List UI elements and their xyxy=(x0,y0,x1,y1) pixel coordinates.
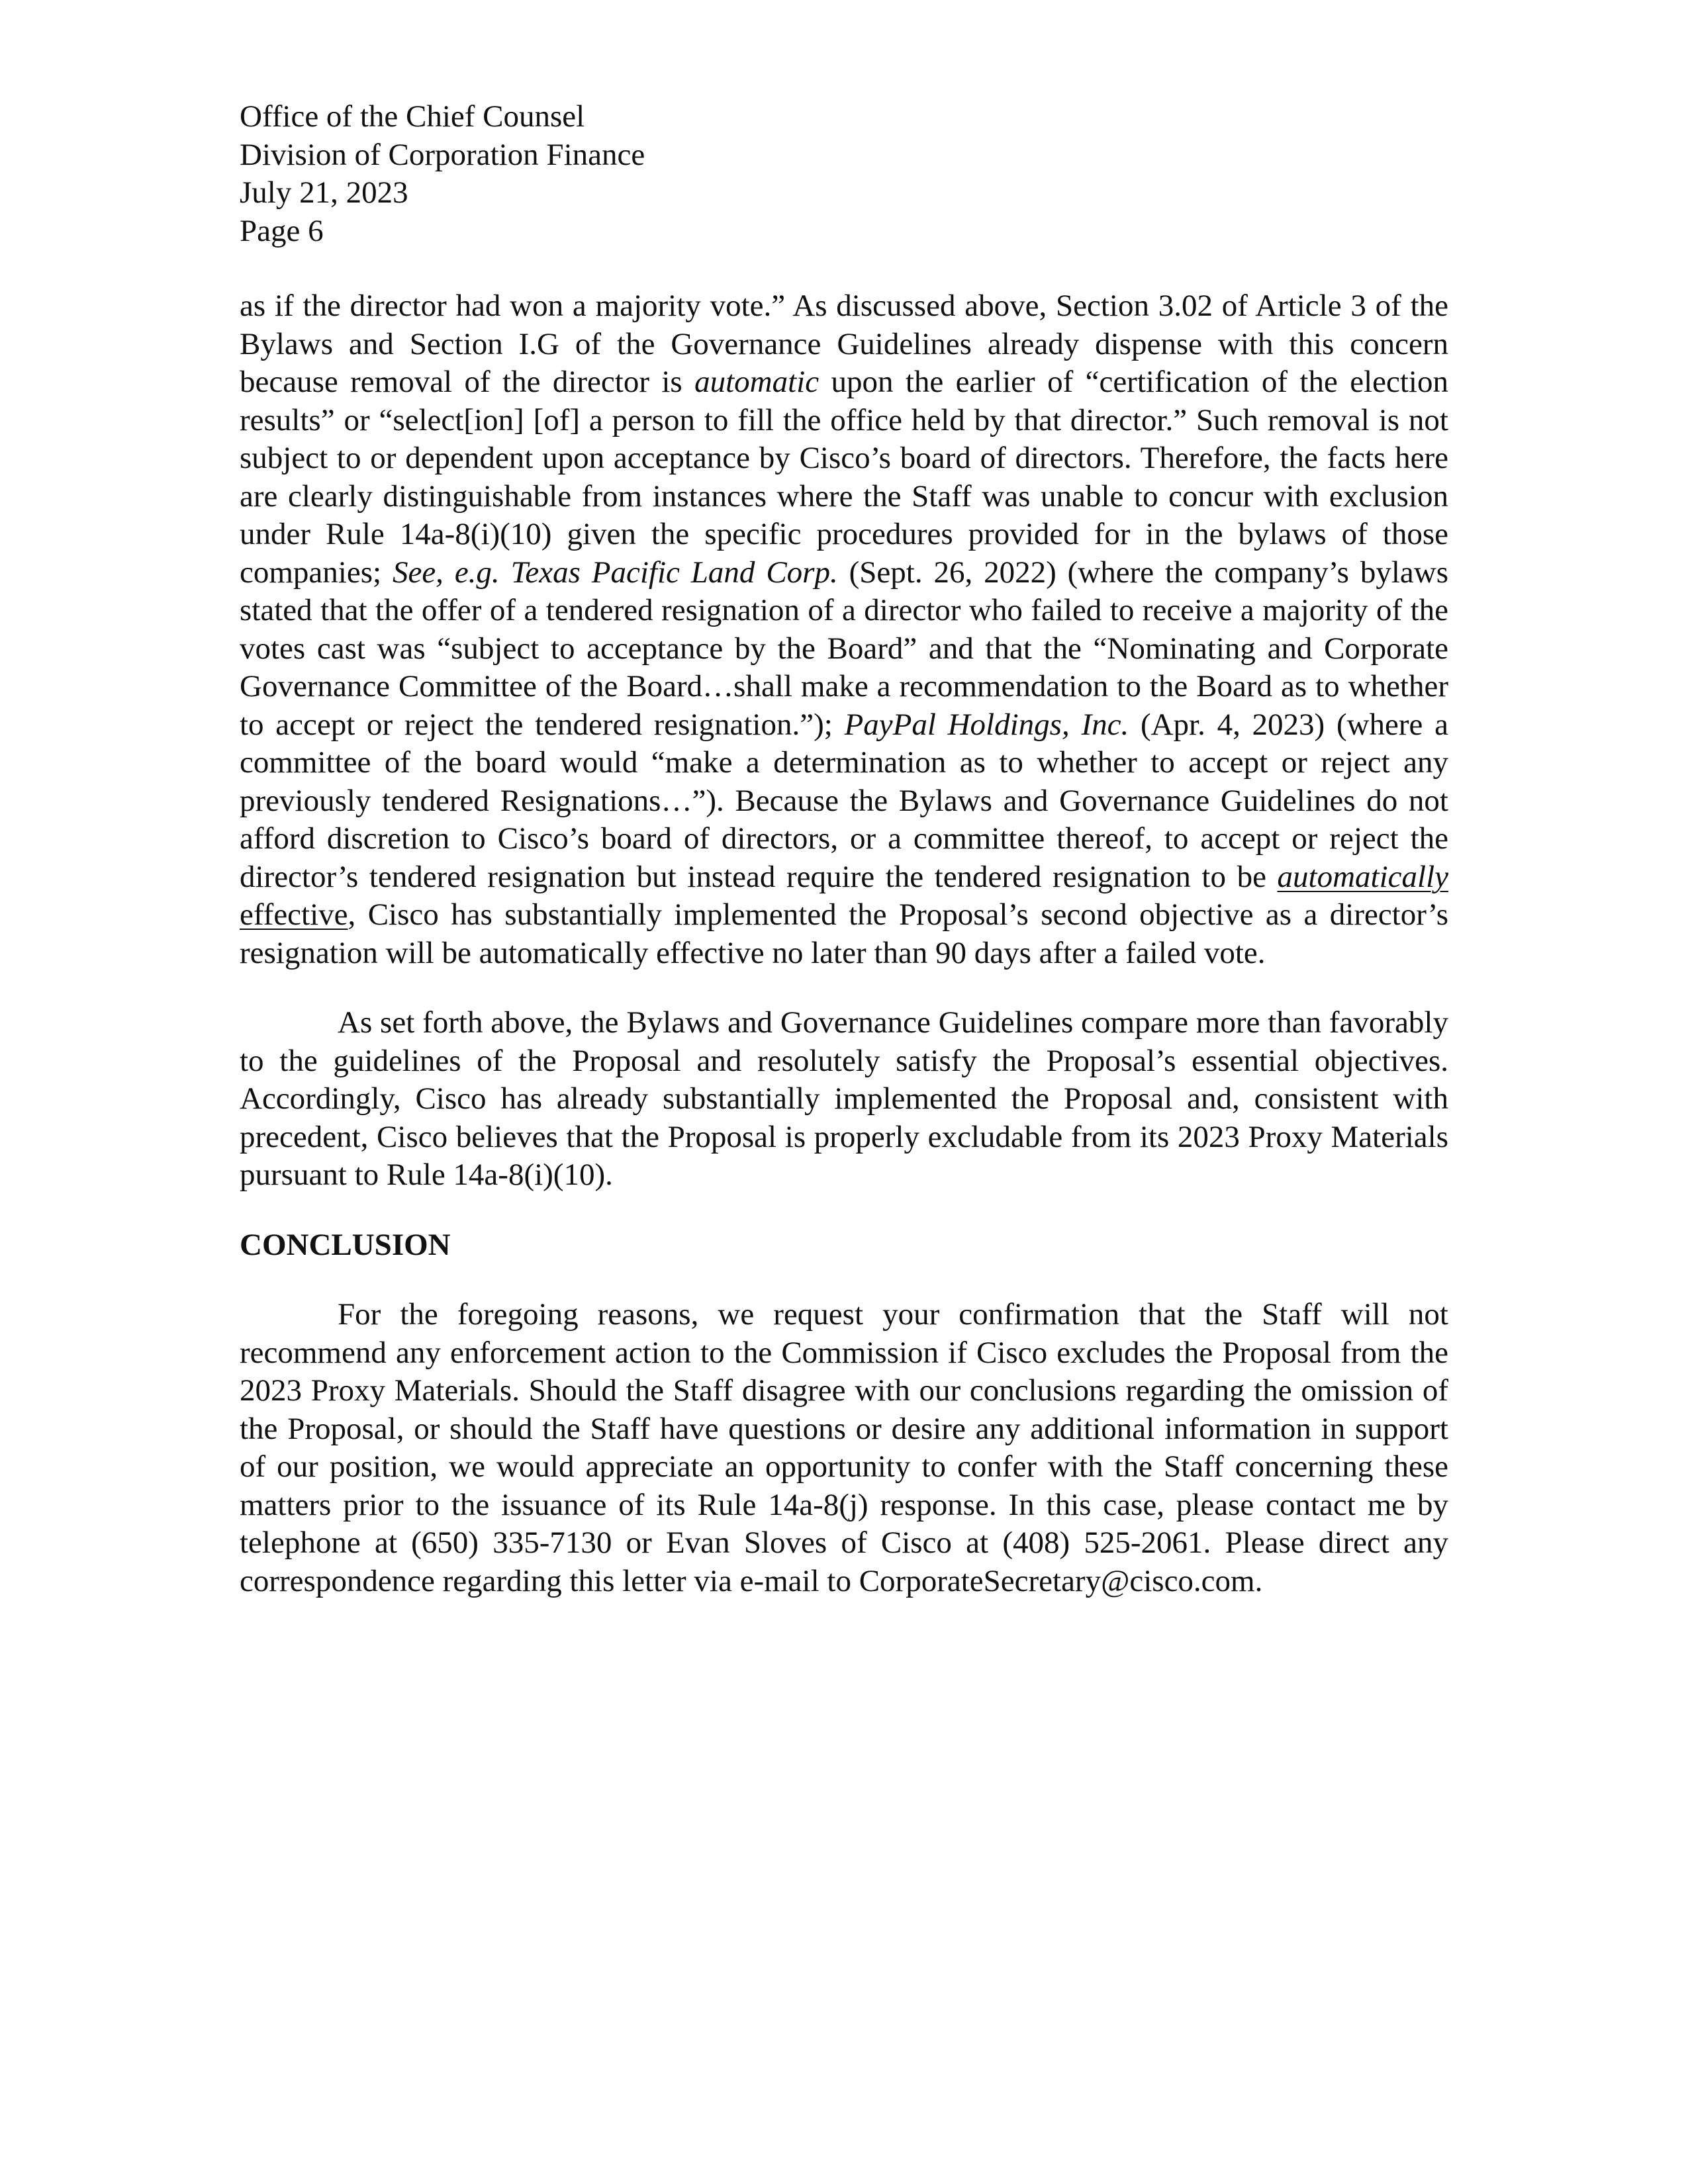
letter-header xyxy=(240,98,1448,250)
p1-text-e: , Cisco has substantially implemented the Proposal’s second objective as a director’s resignation will be automatically effective no later than 90 days after a failed vote. xyxy=(240,897,1448,970)
header-recipient-office: Office of the Chief Counsel xyxy=(240,99,585,134)
header-recipient-division: Division of Corporation Finance xyxy=(240,137,645,172)
p1-text-b: upon the earlier of “certification of the election results” or “select[ion] [of] a person to fill the office held by that director.” Such removal is not subject to or dependent upon acceptance by Cisco’s board of directors. Therefore, the facts here are clearly distinguishable from instances where the Staff was unable to concur with exclusion under Rule 14a-8(i)(10) given the specific procedures provided for in the bylaws of those companies; xyxy=(240,365,1448,590)
p1-citation-paypal: PayPal Holdings, Inc. xyxy=(844,707,1129,742)
p1-italic-automatically: automatically xyxy=(1277,859,1448,894)
letter-page xyxy=(240,98,1448,1632)
conclusion-heading: CONCLUSION xyxy=(240,1227,451,1262)
p1-text-c: (Sept. 26, 2022) (where the company’s bylaws stated that the offer of a tendered resignation of a director who failed to receive a majority of the votes cast was “subject to acceptance by the Board” and that the “Nominating and Corporate Governance Committee of the Board…shall make a recommendation to the Board as to whether to accept or reject the tendered resignation.”); xyxy=(240,555,1448,742)
p1-italic-automatic: automatic xyxy=(694,365,820,399)
conclusion-paragraph: For the foregoing reasons, we request your confirmation that the Staff will not recommend any enforcement action to the Commission if Cisco excludes the Proposal from the 2023 Proxy Materials. Should the Staff disagree with our conclusions regarding the omission of the Proposal, or should the Staff have questions or desire any additional information in support of our position, we would appreciate an opportunity to confer with the Staff concerning these matters prior to the issuance of its Rule 14a-8(j) response. In this case, please contact me by telephone at (650) 335-7130 or Evan Sloves of Cisco at (408) 525-2061. Please direct any correspondence regarding this letter via e-mail to CorporateSecretary@cisco.com. xyxy=(240,1297,1448,1598)
body-paragraph-2: As set forth above, the Bylaws and Governance Guidelines compare more than favorably to the guidelines of the Proposal and resolutely satisfy the Proposal’s essential objectives. Accordingly, Cisco has already substantially implemented the Proposal and, consistent with precedent, Cisco believes that the Proposal is properly excludable from its 2023 Proxy Materials pursuant to Rule 14a-8(i)(10). xyxy=(240,1005,1448,1192)
p1-text-d: (Apr. 4, 2023) (where a committee of the board would “make a determination as to whether to accept or reject any previously tendered Resignations…”). Because the Bylaws and Governance Guidelines do not afford discretion to Cisco’s board of directors, or a committee thereof, to accept or reject the director’s tendered resignation but instead require the tendered resignation to be xyxy=(240,707,1448,894)
p1-citation-texas-pacific: See, e.g. Texas Pacific Land Corp. xyxy=(392,555,838,590)
p1-underline-effective: effective xyxy=(240,897,348,932)
body-paragraph-1 xyxy=(240,287,1448,972)
header-page-number: Page 6 xyxy=(240,213,324,248)
header-date: July 21, 2023 xyxy=(240,175,408,210)
p1-text-a: as if the director had won a majority vote.” As discussed above, Section 3.02 of Article 3 of the Bylaws and Section I.G of the Governance Guidelines already dispense with this concern because removal of the director is xyxy=(240,289,1448,399)
